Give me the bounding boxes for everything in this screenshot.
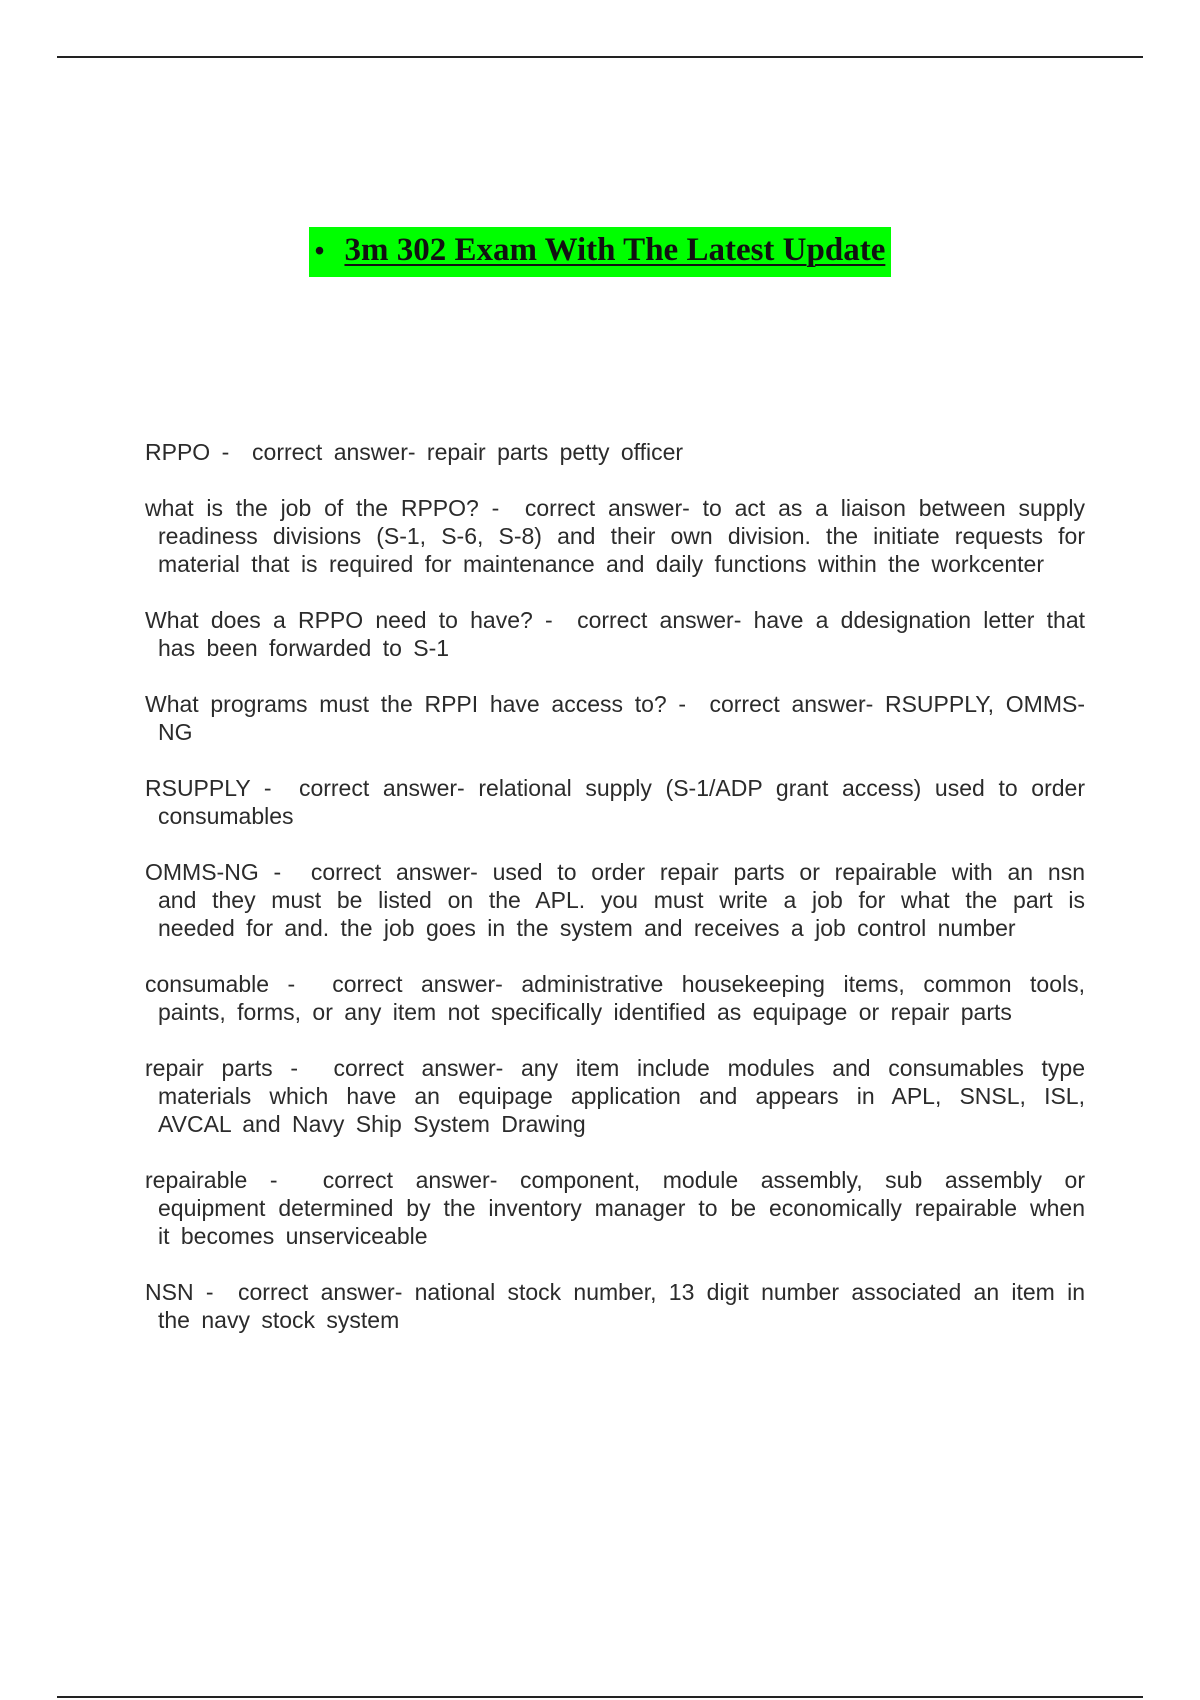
qa-separator: - — [532, 607, 578, 633]
qa-separator: - — [272, 1055, 334, 1081]
qa-term: consumable — [145, 971, 270, 997]
qa-item — [145, 606, 1085, 662]
bottom-rule — [57, 1696, 1143, 1698]
qa-list — [145, 438, 1085, 1362]
qa-separator: - — [269, 971, 333, 997]
document-title: 3m 302 Exam With The Latest Update — [344, 232, 886, 268]
qa-answer-prefix: correct answer- — [310, 859, 493, 885]
qa-answer: RSUPPLY, OMMS-NG — [158, 691, 1085, 745]
qa-term: repairable — [145, 1167, 248, 1193]
qa-item — [145, 774, 1085, 830]
qa-item — [145, 494, 1085, 578]
qa-answer: repair parts petty officer — [426, 439, 684, 465]
qa-separator: - — [666, 691, 710, 717]
qa-answer-prefix: correct answer- — [252, 439, 427, 465]
qa-answer-prefix: correct answer- — [524, 495, 703, 521]
qa-item — [145, 970, 1085, 1026]
qa-term: What programs must the RPPI have access to? — [145, 691, 667, 717]
document-title-highlight — [309, 227, 892, 277]
qa-answer: administrative housekeeping items, common tools, paints, forms, or any item not specifically identified as equipage or repair parts — [158, 971, 1086, 1025]
qa-answer: component, module assembly, sub assembly or equipment determined by the inventory manager to be economically repairable when it becomes unserviceable — [158, 1167, 1086, 1249]
qa-separator: - — [478, 495, 525, 521]
qa-item — [145, 858, 1085, 942]
qa-term: what is the job of the RPPO? — [145, 495, 479, 521]
qa-separator: - — [193, 1279, 239, 1305]
qa-answer-prefix: correct answer- — [238, 1279, 415, 1305]
qa-answer-prefix: correct answer- — [322, 1167, 520, 1193]
top-rule — [57, 56, 1143, 58]
qa-item — [145, 690, 1085, 746]
qa-answer-prefix: correct answer- — [577, 607, 754, 633]
qa-answer-prefix: correct answer- — [332, 971, 522, 997]
qa-item — [145, 438, 1085, 466]
qa-answer: national stock number, 13 digit number associated an item in the navy stock system — [158, 1279, 1085, 1333]
qa-term: OMMS-NG — [145, 859, 259, 885]
qa-answer: have a ddesignation letter that has been forwarded to S-1 — [158, 607, 1086, 661]
bullet-icon: • — [314, 236, 325, 267]
qa-answer-prefix: correct answer- — [333, 1055, 521, 1081]
qa-item — [145, 1166, 1085, 1250]
qa-answer-prefix: correct answer- — [298, 775, 479, 801]
qa-separator: - — [250, 775, 299, 801]
qa-item — [145, 1278, 1085, 1334]
qa-term: RSUPPLY — [145, 775, 251, 801]
qa-separator: - — [247, 1167, 323, 1193]
qa-separator: - — [258, 859, 311, 885]
qa-item — [145, 1054, 1085, 1138]
qa-answer: to act as a liaison between supply readiness divisions (S-1, S-6, S-8) and their own division. the initiate requests for material that is required for maintenance and daily functions within the workcenter — [158, 495, 1086, 577]
qa-answer: relational supply (S-1/ADP grant access) used to order consumables — [158, 775, 1085, 829]
qa-answer-prefix: correct answer- — [709, 691, 885, 717]
qa-term: NSN — [145, 1279, 194, 1305]
qa-term: RPPO — [145, 439, 211, 465]
qa-separator: - — [210, 439, 253, 465]
qa-answer: any item include modules and consumables type materials which have an equipage application and appears in APL, SNSL, ISL, AVCAL and Navy Ship System Drawing — [158, 1055, 1086, 1137]
qa-term: repair parts — [145, 1055, 273, 1081]
qa-term: What does a RPPO need to have? — [145, 607, 533, 633]
qa-answer: used to order repair parts or repairable with an nsn and they must be listed on the APL. you must write a job for what the part is needed for and. the job goes in the system and receives a job control number — [158, 859, 1085, 941]
title-area — [0, 227, 1200, 277]
